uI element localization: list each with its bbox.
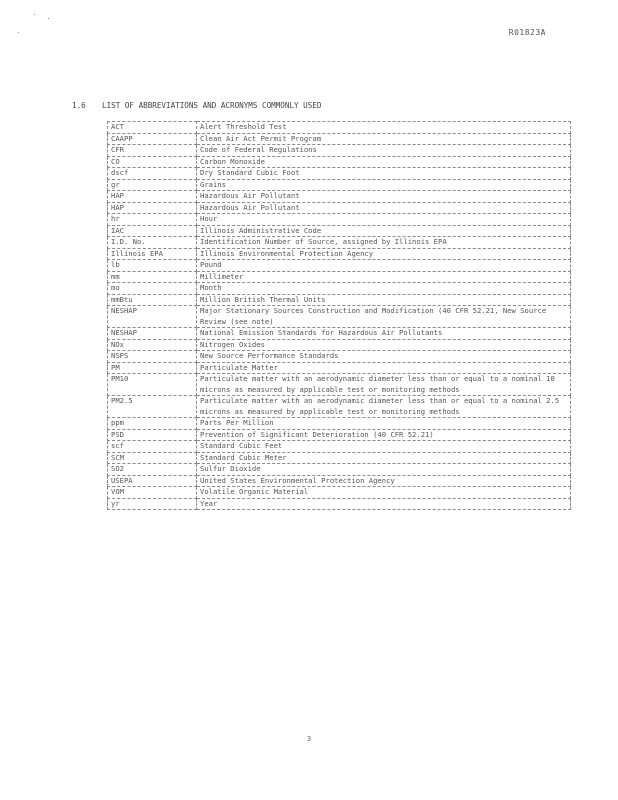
abbreviation-term: dscf bbox=[108, 168, 197, 180]
table-row bbox=[108, 487, 571, 499]
table-row bbox=[108, 168, 571, 180]
abbreviation-definition: Nitrogen Oxides bbox=[197, 339, 571, 351]
abbreviation-definition: Particulate matter with an aerodynamic diameter less than or equal to a nominal 10 microns as measured by applicable test or monitoring methods bbox=[197, 374, 571, 396]
abbreviation-definition: Dry Standard Cubic Foot bbox=[197, 168, 571, 180]
table-row bbox=[108, 271, 571, 283]
abbreviation-term: NOx bbox=[108, 339, 197, 351]
table-row bbox=[108, 133, 571, 145]
abbreviation-term: mo bbox=[108, 283, 197, 295]
table-row bbox=[108, 214, 571, 226]
table-row bbox=[108, 418, 571, 430]
scan-speck bbox=[34, 14, 35, 15]
abbreviation-term: PM bbox=[108, 362, 197, 374]
abbreviation-term: SO2 bbox=[108, 464, 197, 476]
abbreviation-definition: Standard Cubic Feet bbox=[197, 441, 571, 453]
scan-speck bbox=[18, 32, 19, 33]
abbreviation-definition: Volatile Organic Material bbox=[197, 487, 571, 499]
section-heading bbox=[72, 101, 321, 110]
table-row bbox=[108, 248, 571, 260]
abbreviation-definition: Standard Cubic Meter bbox=[197, 452, 571, 464]
abbreviation-term: lb bbox=[108, 260, 197, 272]
abbreviation-term: PM2.5 bbox=[108, 396, 197, 418]
abbreviation-definition: Particulate Matter bbox=[197, 362, 571, 374]
abbreviation-definition: Illinois Administrative Code bbox=[197, 225, 571, 237]
section-title: LIST OF ABBREVIATIONS AND ACRONYMS COMMONLY USED bbox=[102, 101, 322, 110]
abbreviation-term: USEPA bbox=[108, 475, 197, 487]
abbreviation-definition: Parts Per Million bbox=[197, 418, 571, 430]
abbreviation-definition: Major Stationary Sources Construction and Modification (40 CFR 52.21, New Source Review (see note) bbox=[197, 306, 571, 328]
abbreviation-definition: Illinois Environmental Protection Agency bbox=[197, 248, 571, 260]
table-row bbox=[108, 429, 571, 441]
abbreviations-table bbox=[107, 121, 571, 510]
abbreviation-term: ACT bbox=[108, 122, 197, 134]
table-row bbox=[108, 156, 571, 168]
table-row bbox=[108, 441, 571, 453]
table-row bbox=[108, 396, 571, 418]
table-row bbox=[108, 306, 571, 328]
abbreviation-definition: Million British Thermal Units bbox=[197, 294, 571, 306]
abbreviation-term: I.D. No. bbox=[108, 237, 197, 249]
abbreviation-term: ppm bbox=[108, 418, 197, 430]
abbreviation-term: SCM bbox=[108, 452, 197, 464]
section-number: 1.6 bbox=[72, 101, 86, 110]
abbreviation-term: HAP bbox=[108, 202, 197, 214]
abbreviation-definition: Particulate matter with an aerodynamic diameter less than or equal to a nominal 2.5 microns as measured by applicable test or monitoring methods bbox=[197, 396, 571, 418]
abbreviation-definition: Carbon Monoxide bbox=[197, 156, 571, 168]
abbreviation-definition: Alert Threshold Test bbox=[197, 122, 571, 134]
abbreviation-term: gr bbox=[108, 179, 197, 191]
document-id: R01823A bbox=[508, 28, 546, 37]
abbreviation-term: IAC bbox=[108, 225, 197, 237]
abbreviation-term: HAP bbox=[108, 191, 197, 203]
table-row bbox=[108, 191, 571, 203]
table-row bbox=[108, 351, 571, 363]
abbreviations-table-body bbox=[108, 122, 571, 510]
abbreviation-term: PM10 bbox=[108, 374, 197, 396]
abbreviation-definition: Hazardous Air Pollutant bbox=[197, 202, 571, 214]
scan-speck bbox=[48, 18, 49, 19]
table-row bbox=[108, 202, 571, 214]
table-row bbox=[108, 225, 571, 237]
table-row bbox=[108, 294, 571, 306]
table-row bbox=[108, 498, 571, 510]
page-number: 3 bbox=[306, 735, 312, 743]
abbreviation-term: NESHAP bbox=[108, 328, 197, 340]
abbreviation-definition: Grains bbox=[197, 179, 571, 191]
table-row bbox=[108, 237, 571, 249]
abbreviation-definition: Pound bbox=[197, 260, 571, 272]
table-row bbox=[108, 145, 571, 157]
abbreviation-term: VOM bbox=[108, 487, 197, 499]
abbreviation-definition: Identification Number of Source, assigned by Illinois EPA bbox=[197, 237, 571, 249]
table-row bbox=[108, 339, 571, 351]
abbreviation-definition: United States Environmental Protection Agency bbox=[197, 475, 571, 487]
abbreviation-definition: Code of Federal Regulations bbox=[197, 145, 571, 157]
abbreviation-term: hr bbox=[108, 214, 197, 226]
abbreviation-term: CO bbox=[108, 156, 197, 168]
abbreviation-term: yr bbox=[108, 498, 197, 510]
abbreviation-definition: Hour bbox=[197, 214, 571, 226]
table-row bbox=[108, 328, 571, 340]
abbreviation-definition: Year bbox=[197, 498, 571, 510]
abbreviation-term: mm bbox=[108, 271, 197, 283]
table-row bbox=[108, 122, 571, 134]
abbreviation-term: NSPS bbox=[108, 351, 197, 363]
table-row bbox=[108, 464, 571, 476]
table-row bbox=[108, 179, 571, 191]
abbreviation-definition: National Emission Standards for Hazardous Air Pollutants bbox=[197, 328, 571, 340]
abbreviation-definition: Prevention of Significant Deterioration (40 CFR 52.21) bbox=[197, 429, 571, 441]
abbreviation-term: CAAPP bbox=[108, 133, 197, 145]
table-row bbox=[108, 475, 571, 487]
table-row bbox=[108, 452, 571, 464]
abbreviation-definition: New Source Performance Standards bbox=[197, 351, 571, 363]
abbreviation-term: PSD bbox=[108, 429, 197, 441]
abbreviation-definition: Clean Air Act Permit Program bbox=[197, 133, 571, 145]
table-row bbox=[108, 374, 571, 396]
abbreviation-term: mmBtu bbox=[108, 294, 197, 306]
abbreviation-definition: Sulfur Dioxide bbox=[197, 464, 571, 476]
abbreviation-definition: Hazardous Air Pollutant bbox=[197, 191, 571, 203]
table-row bbox=[108, 260, 571, 272]
abbreviation-term: NESHAP bbox=[108, 306, 197, 328]
table-row bbox=[108, 362, 571, 374]
abbreviation-term: CFR bbox=[108, 145, 197, 157]
abbreviation-definition: Month bbox=[197, 283, 571, 295]
table-row bbox=[108, 283, 571, 295]
abbreviation-definition: Millimeter bbox=[197, 271, 571, 283]
abbreviation-term: scf bbox=[108, 441, 197, 453]
abbreviation-term: Illinois EPA bbox=[108, 248, 197, 260]
